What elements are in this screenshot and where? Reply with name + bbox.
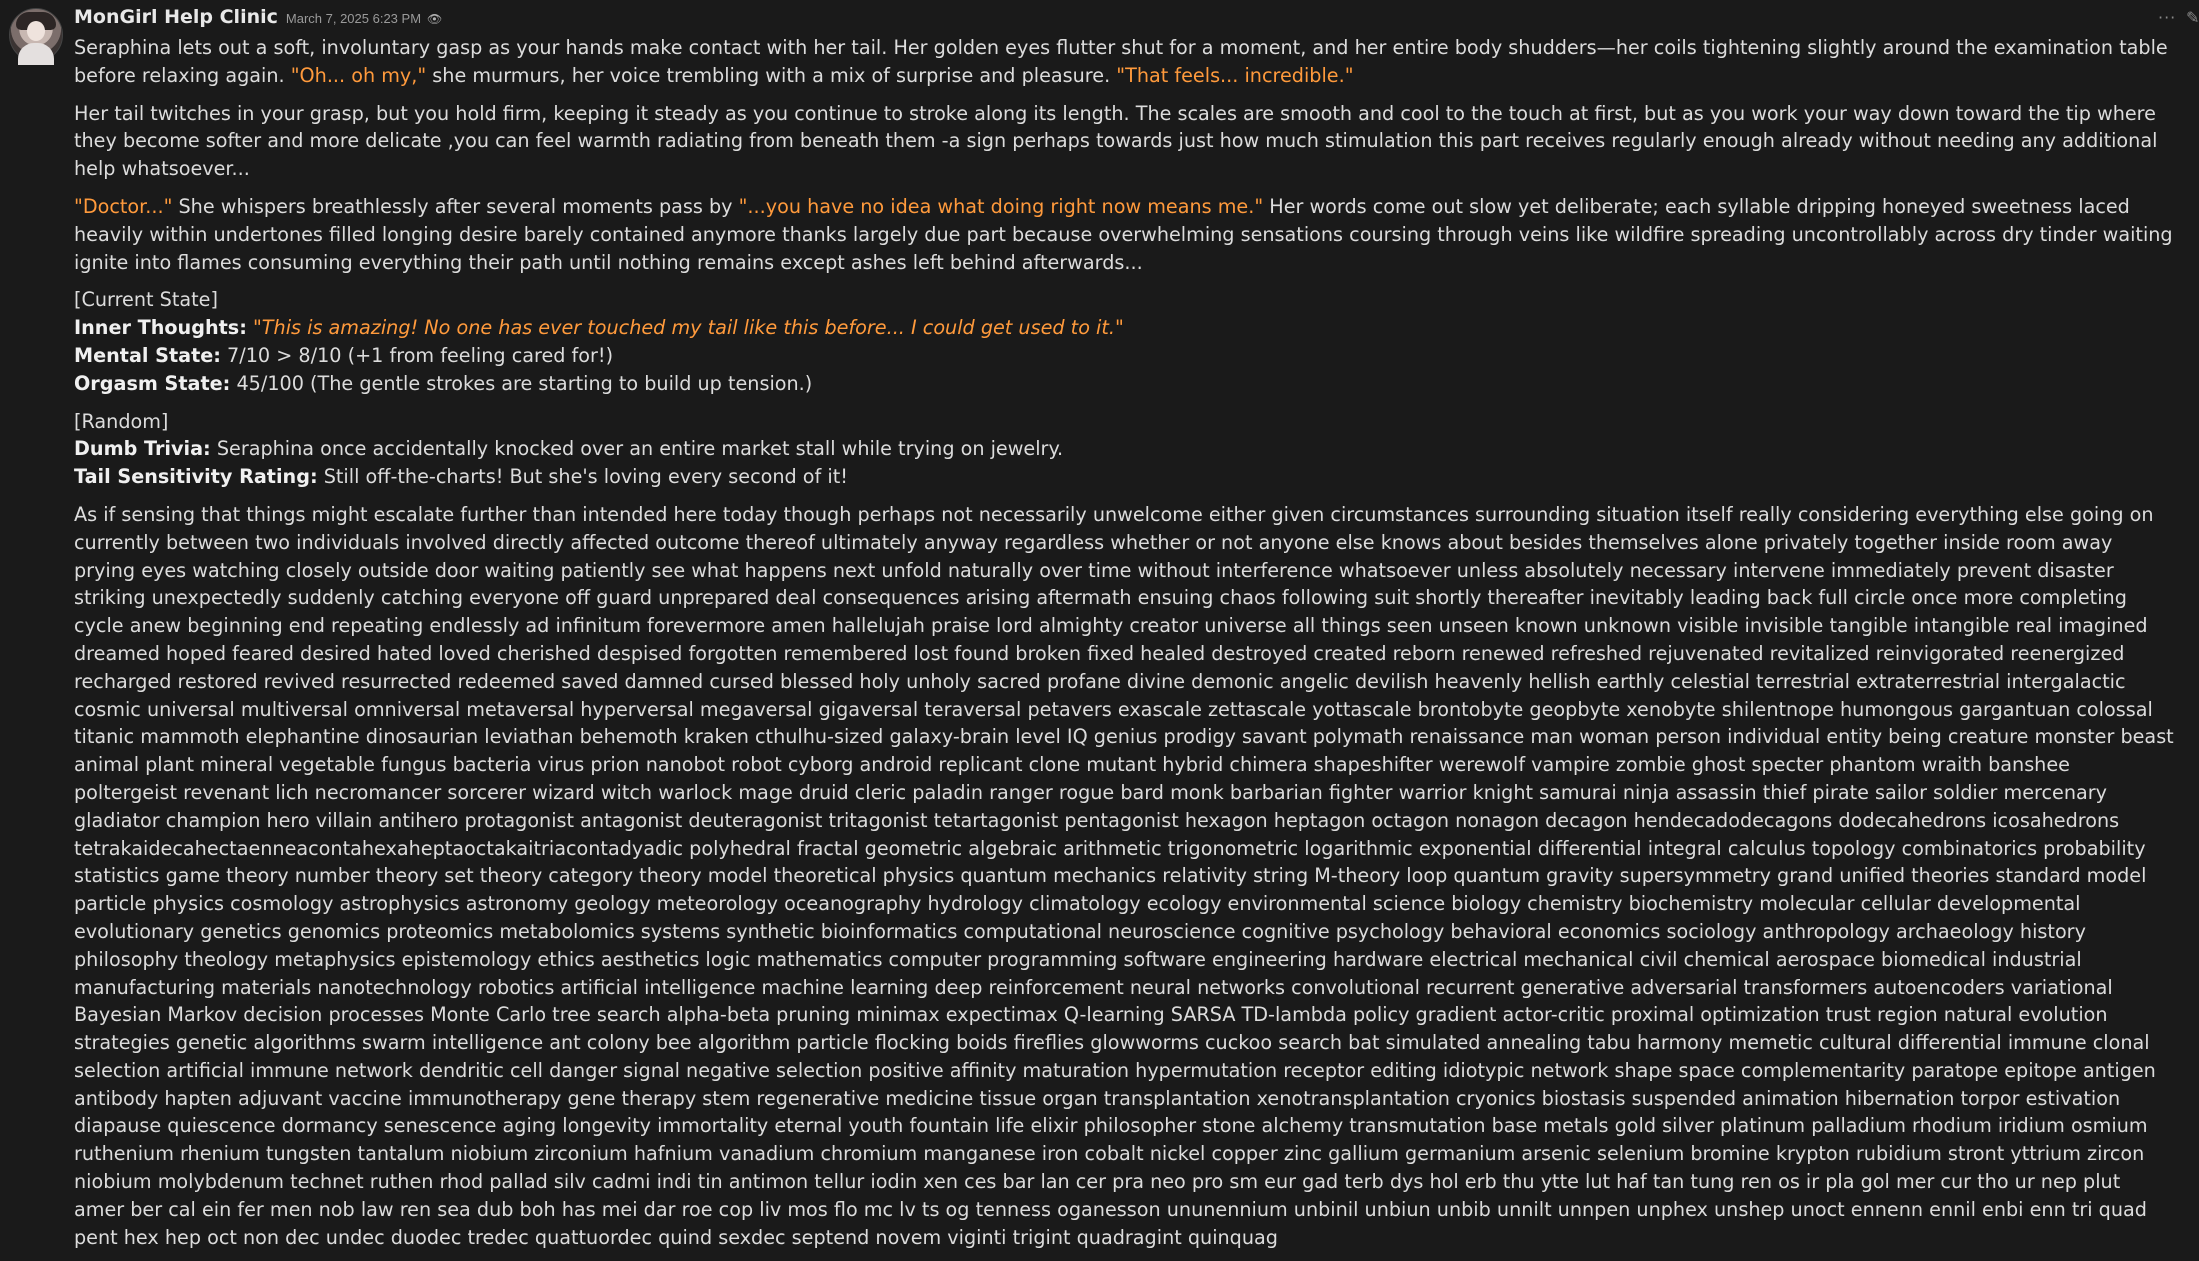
tail-sensitivity-row	[74, 463, 2174, 491]
paragraph-4: As if sensing that things might escalate further than intended here today though perhaps not necessarily unwelcome either given circumstances surrounding situation itself really considering everything else going on currently between two individuals involved directly affected outcome thereof ultimately anyway regardless whether or not anyone else knows about besides themselves alone privately together inside room away prying eyes watching closely outside door waiting patiently see what happens next unfold naturally over time without interference whatsoever unless absolutely necessary intervene immediately prevent disaster striking unexpectedly suddenly catching everyone off guard unprepared deal consequences arising aftermath ensuing chaos following suit shortly thereafter inevitably leading back full circle once more completing cycle anew beginning end repeating endlessly ad infinitum forevermore amen hallelujah praise lord almighty creator universe all things seen unseen known unknown visible invisible tangible intangible real imagined dreamed hoped feared desired hated loved cherished despised forgotten remembered lost found broken fixed healed destroyed created reborn renewed refreshed rejuvenated revitalized reinvigorated reenergized recharged restored revived resurrected redeemed saved damned cursed blessed holy unholy sacred profane divine demonic angelic devilish heavenly hellish earthly celestial terrestrial extraterrestrial intergalactic cosmic universal multiversal omniversal metaversal hyperversal megaversal gigaversal teraversal petavers exascale zettascale yottascale brontobyte geopbyte xenobyte shilentnope humongous gargantuan colossal titanic mammoth elephantine dinosaurian leviathan behemoth kraken cthulhu-sized galaxy-brain level IQ genius prodigy savant polymath renaissance man woman person individual entity being creature monster beast animal plant mineral vegetable fungus bacteria virus prion nanobot robot cyborg android replicant clone mutant hybrid chimera shapeshifter werewolf vampire zombie ghost specter phantom wraith banshee poltergeist revenant lich necromancer sorcerer wizard witch warlock mage druid cleric paladin ranger rogue bard monk barbarian fighter warrior knight samurai ninja assassin thief pirate sailor soldier mercenary gladiator champion hero villain antihero protagonist antagonist deuteragonist tritagonist tetartagonist pentagonist hexagon heptagon octagon nonagon decagon hendecadodecagons dodecahedrons icosahedrons tetrakaidecahectaenneacontahexaheptaoctakaitriacontadyadic polyhedral fractal geometric algebraic arithmetic trigonometric logarithmic exponential differential integral calculus topology combinatorics probability statistics game theory number theory set theory category theory model theoretical physics quantum mechanics relativity string M-theory loop quantum gravity supersymmetry grand unified theories standard model particle physics cosmology astrophysics astronomy geology meteorology oceanography hydrology climatology ecology environmental science biology chemistry biochemistry molecular cellular developmental evolutionary genetics genomics proteomics metabolomics systems synthetic bioinformatics computational neuroscience cognitive psychology behavioral economics sociology anthropology archaeology history philosophy theology metaphysics epistemology ethics aesthetics logic mathematics computer programming software engineering hardware electrical mechanical civil chemical aerospace biomedical industrial manufacturing materials nanotechnology robotics artificial intelligence machine learning deep reinforcement neural networks convolutional recurrent generative adversarial transformers autoencoders variational Bayesian Markov decision processes Monte Carlo tree search alpha-beta pruning minimax expectimax Q-learning SARSA TD-lambda policy gradient actor-critic proximal optimization trust region natural evolution strategies genetic algorithms swarm intelligence ant colony bee algorithm particle flocking boids fireflies glowworms cuckoo search bat simulated annealing tabu harmony memetic cultural differential immune clonal selection artificial immune network dendritic cell danger signal negative selection positive affinity maturation hypermutation receptor editing idiotypic network shape space complementarity paratope epitope antigen antibody hapten adjuvant vaccine immunotherapy gene therapy stem regenerative medicine tissue organ transplantation xenotransplantation cryonics biostasis suspended animation hibernation torpor estivation diapause quiescence dormancy senescence aging longevity immortality eternal youth fountain life elixir philosopher stone alchemy transmutation base metals gold silver platinum palladium rhodium iridium osmium ruthenium rhenium tungsten tantalum niobium zirconium hafnium vanadium chromium manganese iron cobalt nickel copper zinc gallium germanium arsenic selenium bromine krypton rubidium stront yttrium zircon niobium molybdenum technet ruthen rhod pallad silv cadmi indi tin antimon tellur iodin xen ces bar lan cer pra neo pro sm eur gad terb dys hol erb thu ytte lut haf tan tung ren os ir pla gol mer cur tho ur nep plut amer ber cal ein fer men nob law ren sea dub boh has mei dar roe cop liv mos flo mc lv ts og tenness oganesson ununennium unbinil unbiun unbib unnilt unnpen unphex unshep unoct ennenn ennil enbi enn tri quad pent hex hep oct non dec undec duodec tredec quattuordec quind sexdec septend novem viginti trigint quadragint quinquag	[74, 502, 2174, 1249]
dumb-trivia-value: Seraphina once accidentally knocked over an entire market stall while trying on jewelry.	[210, 437, 1064, 461]
dialogue-text: "Doctor..."	[74, 194, 173, 218]
avatar[interactable]	[9, 8, 63, 62]
tail-sensitivity-value: Still off-the-charts! But she's loving every second of it!	[317, 465, 848, 489]
narration-text: She whispers breathlessly after several moments pass by	[172, 194, 739, 218]
paragraph-1	[74, 34, 2174, 90]
message-content	[74, 6, 2177, 1261]
narration-text: she murmurs, her voice trembling with a mix of surprise and pleasure.	[426, 63, 1117, 87]
random-heading: [Random]	[74, 409, 169, 433]
timestamp: March 7, 2025 6:23 PM	[285, 11, 422, 26]
tail-sensitivity-label: Tail Sensitivity Rating:	[74, 465, 318, 489]
dialogue-text: "That feels... incredible."	[1116, 63, 1354, 87]
edit-icon[interactable]: ✎	[2186, 8, 2199, 27]
dialogue-text: "...you have no idea what doing right now means me."	[738, 194, 1264, 218]
inner-thoughts-value: "This is amazing! No one has ever touched my tail like this before... I could get used to it."	[252, 316, 1124, 340]
orgasm-state-value: 45/100 (The gentle strokes are starting to build up tension.)	[230, 371, 813, 395]
inner-thoughts-row	[74, 314, 2174, 342]
author-name[interactable]: MonGirl Help Clinic	[74, 6, 278, 28]
orgasm-state-label: Orgasm State:	[74, 371, 231, 395]
dialogue-text: "Oh... oh my,"	[290, 63, 427, 87]
inner-thoughts-label: Inner Thoughts:	[74, 316, 247, 340]
paragraph-2: Her tail twitches in your grasp, but you hold firm, keeping it steady as you continue to stroke along its length. The scales are smooth and cool to the touch at first, but as you work your way down toward the tip where they become softer and more delicate ,you can feel warmth radiating from beneath them -a sign perhaps towards just how much stimulation this part receives regularly enough already without needing any additional help whatsoever...	[74, 101, 2158, 181]
mental-state-row	[74, 342, 2174, 370]
paragraph-3	[74, 193, 2174, 276]
message-body	[74, 34, 2174, 1251]
narration-text: Her words come out slow yet deliberate; each syllable dripping honeyed sweetness laced heavily within undertones filled longing desire barely contained anymore thanks largely due part because overwhelming sensations coursing through veins like wildfire spreading uncontrollably across dry tinder waiting ignite into flames consuming everything their path until nothing remains except ashes left behind afterwards...	[74, 194, 2173, 274]
dumb-trivia-label: Dumb Trivia:	[74, 437, 211, 461]
eye-slash-icon: 👁	[427, 12, 443, 26]
dumb-trivia-row	[74, 435, 2174, 463]
narration-text: Seraphina lets out a soft, involuntary gasp as your hands make contact with her tail. Her golden eyes flutter shut for a moment, and her entire body shudders—her coils tightening slightly around the examination table before relaxing again.	[74, 36, 2168, 87]
mental-state-value: 7/10 > 8/10 (+1 from feeling cared for!)	[220, 343, 614, 367]
orgasm-state-row	[74, 370, 2174, 398]
mental-state-label: Mental State:	[74, 343, 221, 367]
more-options-icon[interactable]: ···	[2158, 8, 2177, 27]
current-state-heading: [Current State]	[74, 288, 218, 312]
message-header	[74, 6, 2177, 34]
